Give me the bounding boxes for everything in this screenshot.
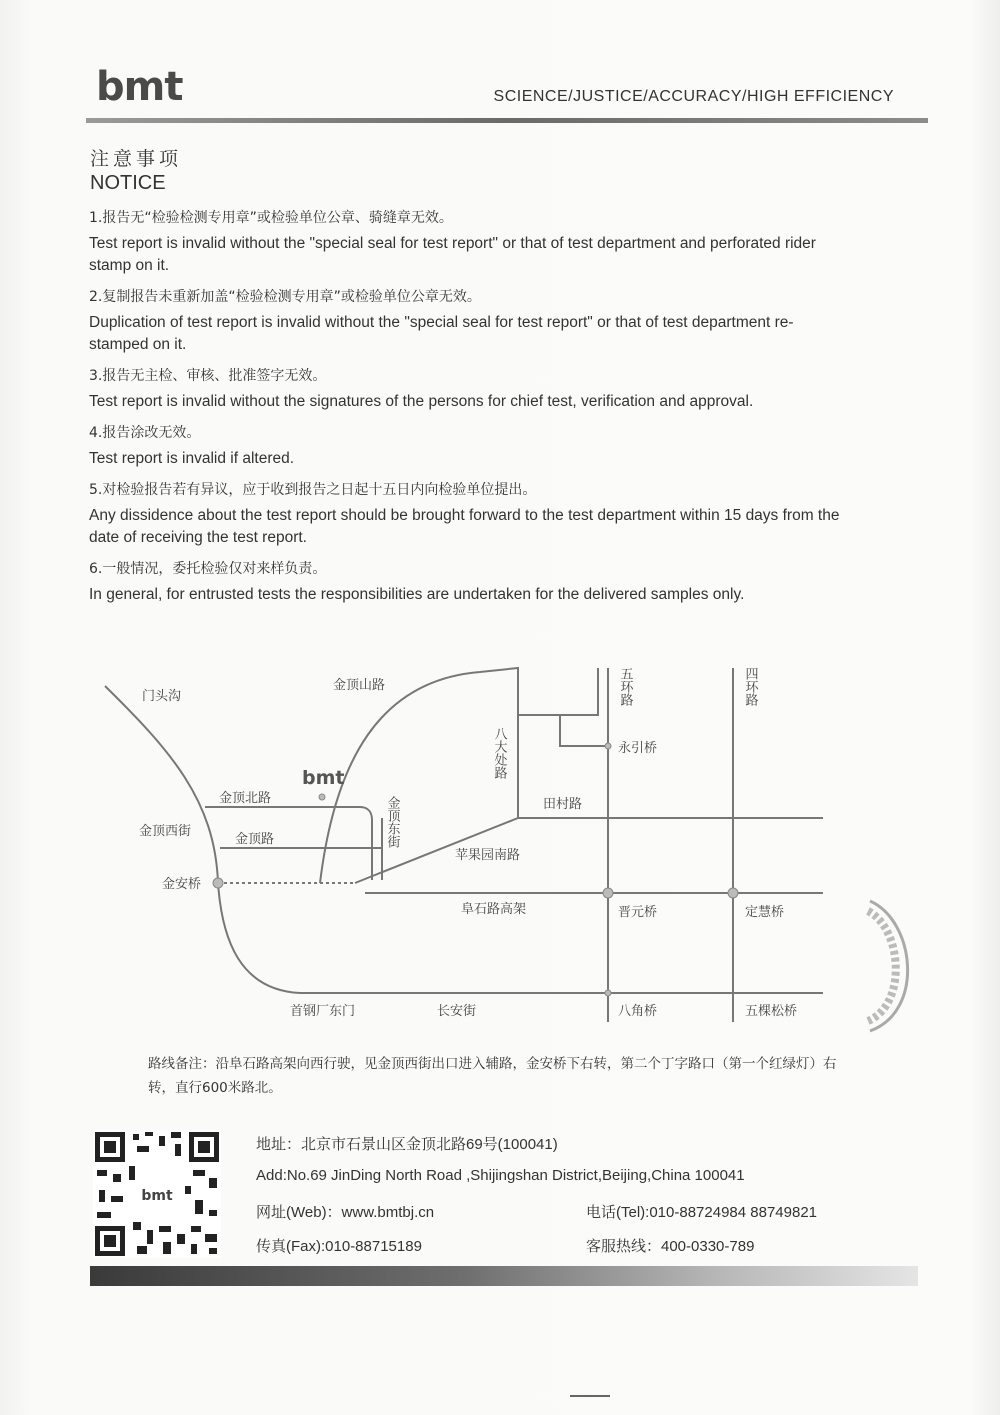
notice-item-cn: 6.一般情况，委托检验仅对来样负责。 (89, 561, 327, 577)
notice-item-en: Test report is invalid if altered. (89, 450, 295, 467)
map-marker-jinan (213, 878, 223, 888)
map-label-changan: 长安街 (437, 1004, 477, 1019)
map-marker-bmt (319, 794, 325, 800)
map-road-jinding-north (205, 807, 372, 880)
map-label-jinding-east: 金顶东街 (384, 796, 400, 848)
map-road-badachu-branch (518, 668, 598, 715)
notice-item-cn: 2.复制报告未重新加盖“检验检测专用章”或检验单位公章无效。 (89, 289, 481, 305)
header-divider (86, 118, 928, 123)
map-label-fourth-ring: 四环路 (742, 667, 758, 706)
notice-title-cn: 注意事项 (90, 148, 183, 170)
map-road-mentougou (105, 686, 218, 883)
footer-bar (90, 1266, 918, 1286)
map-label-fifth-ring: 五环路 (617, 667, 633, 706)
map-label-bajiao: 八角桥 (618, 1004, 658, 1019)
address-cn: 地址：北京市石景山区金顶北路69号(100041) (256, 1136, 558, 1153)
map-label-jinyuan: 晋元桥 (618, 905, 658, 920)
map-label-mentougou: 门头沟 (142, 689, 182, 704)
map-marker-dinghui (728, 888, 738, 898)
map-label-jinding-west: 金顶西街 (139, 824, 192, 839)
notice-item-6 (89, 559, 849, 606)
notice-item-en: In general, for entrusted tests the responsibilities are undertaken for the delivered samples only. (89, 586, 745, 603)
map-road-yongyin-branch (560, 715, 608, 746)
notice-list (89, 208, 849, 616)
header-slogan: SCIENCE/JUSTICE/ACCURACY/HIGH EFFICIENCY (493, 88, 894, 105)
map-label-tiancun: 田村路 (543, 797, 583, 812)
notice-item-1 (89, 208, 849, 277)
map-label-dinghui: 定慧桥 (745, 905, 785, 920)
fax: 传真(Fax):010-88715189 (256, 1238, 422, 1255)
map-label-wukesong: 五棵松桥 (745, 1004, 798, 1019)
map-label-fushi: 阜石路高架 (461, 902, 527, 917)
location-map (0, 640, 1000, 1040)
map-label-jinan: 金安桥 (162, 877, 202, 892)
notice-item-cn: 4.报告涂改无效。 (89, 425, 201, 441)
notice-item-cn: 1.报告无“检验检测专用章”或检验单位公章、骑缝章无效。 (89, 210, 453, 226)
scan-mark (570, 1395, 610, 1397)
map-label-jindingshan: 金顶山路 (333, 678, 386, 693)
route-note: 路线备注：沿阜石路高架向西行驶，见金顶西街出口进入辅路，金安桥下右转，第二个丁字路口（第一个红绿灯）右转，直行600米路北。 (148, 1056, 837, 1096)
notice-title-en: NOTICE (90, 172, 166, 194)
website[interactable]: 网址(Web)：www.bmtbj.cn (256, 1204, 435, 1221)
map-marker-yongyin (605, 743, 611, 749)
hotline: 客服热线：400-0330-789 (586, 1238, 755, 1255)
qr-logo: bmt (141, 1188, 173, 1204)
qr-code[interactable] (93, 1130, 221, 1258)
notice-item-en: Any dissidence about the test report should be brought forward to the test department within 15 days from the date of receiving the test report. (89, 507, 840, 546)
notice-item-en: Duplication of test report is invalid without the "special seal for test report" or that of test department re-stamped on it. (89, 314, 794, 353)
notice-item-cn: 5.对检验报告若有异议，应于收到报告之日起十五日内向检验单位提出。 (89, 482, 537, 498)
map-label-jinding-north: 金顶北路 (219, 791, 272, 806)
map-label-yongyin: 永引桥 (618, 741, 658, 756)
notice-item-5 (89, 480, 849, 549)
map-marker-bajiao (605, 990, 611, 996)
notice-item-en: Test report is invalid without the "special seal for test report" or that of test department and perforated rider stamp on it. (89, 235, 816, 274)
notice-item-cn: 3.报告无主检、审核、批准签字无效。 (89, 368, 327, 384)
map-label-bmt: bmt (302, 767, 345, 789)
map-marker-jinyuan (603, 888, 613, 898)
telephone: 电话(Tel):010-88724984 88749821 (586, 1204, 817, 1221)
bmt-logo: bmt (96, 64, 183, 110)
address-en: Add:No.69 JinDing North Road ,Shijingshan District,Beijing,China 100041 (256, 1167, 745, 1184)
notice-item-en: Test report is invalid without the signatures of the persons for chief test, verification and approval. (89, 393, 754, 410)
seal-stamp (860, 896, 920, 1036)
notice-item-3 (89, 366, 849, 413)
notice-item-2 (89, 287, 849, 356)
map-label-jinding-road: 金顶路 (235, 832, 275, 847)
notice-item-4 (89, 423, 849, 470)
map-label-pingguoyuan: 苹果园南路 (455, 848, 521, 863)
map-label-shougang: 首钢厂东门 (290, 1004, 356, 1019)
map-label-badachu: 八大处路 (491, 727, 507, 779)
